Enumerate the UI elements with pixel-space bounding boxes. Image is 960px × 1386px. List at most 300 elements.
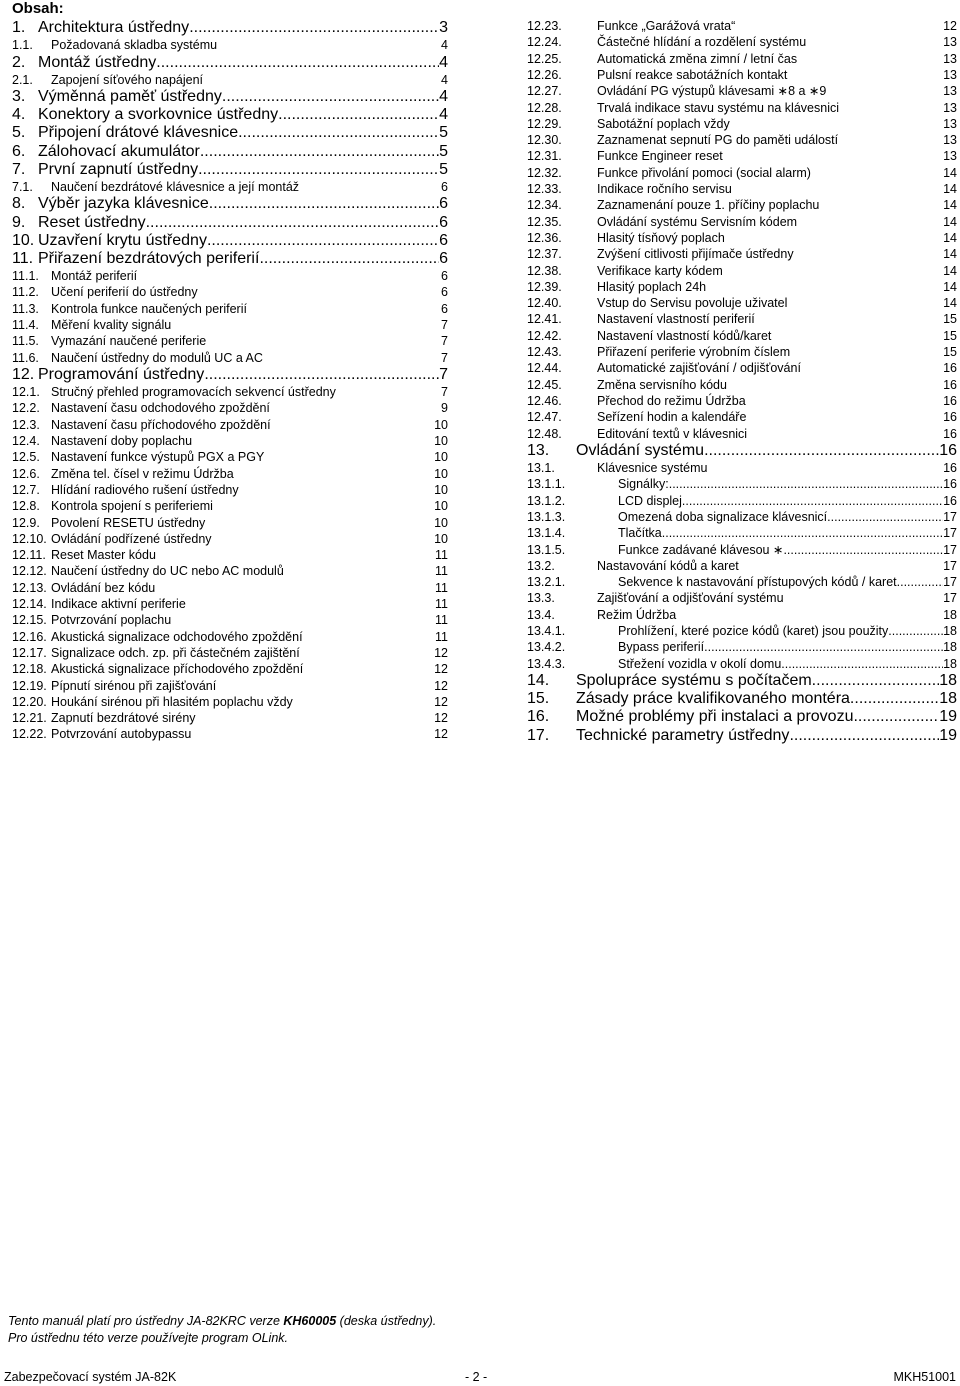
toc-entry[interactable] — [12, 433, 448, 449]
toc-entry-title: Funkce přivolání pomoci (social alarm) — [597, 165, 811, 180]
toc-entry-page: 10 — [434, 434, 448, 448]
toc-entry-number: 12. — [12, 365, 35, 383]
toc-entry-number: 8. — [12, 195, 26, 213]
toc-entry[interactable] — [12, 612, 448, 628]
toc-entry-page: 6 — [441, 180, 448, 194]
toc-entry[interactable] — [12, 466, 448, 482]
toc-entry[interactable] — [12, 366, 448, 384]
toc-entry-number: 9. — [12, 213, 26, 231]
toc-entry[interactable] — [12, 268, 448, 284]
toc-entry[interactable] — [527, 574, 957, 590]
toc-entry-number: 12.9. — [12, 515, 40, 530]
toc-entry-page: 16 — [943, 410, 957, 425]
footer-right: MKH51001 — [893, 1370, 956, 1384]
toc-entry[interactable] — [12, 54, 448, 72]
toc-entry-number: 12.25. — [527, 51, 562, 66]
toc-entry[interactable] — [527, 311, 957, 327]
toc-entry-title: LCD displej — [618, 493, 682, 508]
toc-entry-number: 12.6. — [12, 466, 40, 481]
toc-entry-title: Trvalá indikace stavu systému na klávesnici — [597, 100, 839, 115]
toc-entry-leader — [682, 493, 943, 509]
toc-entry[interactable] — [527, 83, 957, 99]
toc-entry-title: Ovládání podřízené ústředny — [51, 531, 212, 546]
toc-entry[interactable] — [527, 360, 957, 376]
toc-entry[interactable] — [527, 708, 957, 726]
toc-entry-leader — [897, 574, 943, 590]
toc-entry-page: 16 — [943, 393, 957, 408]
toc-entry-number: 11.5. — [12, 334, 39, 349]
toc-entry-page: 12 — [434, 711, 448, 726]
toc-entry[interactable] — [12, 482, 448, 498]
toc-entry-title: Zapojení síťového napájení — [51, 72, 204, 87]
toc-entry-number: 2. — [12, 53, 26, 71]
toc-entry[interactable] — [527, 148, 957, 164]
toc-entry-number: 5. — [12, 124, 26, 142]
toc-entry[interactable] — [12, 563, 448, 579]
toc-entry-page: 10 — [434, 482, 448, 497]
toc-entry[interactable] — [527, 132, 957, 148]
toc-entry-number: 12.27. — [527, 84, 562, 99]
toc-entry-number: 12.28. — [527, 100, 562, 115]
toc-entry-number: 12.36. — [527, 230, 562, 245]
toc-entry-number: 12.19. — [12, 678, 47, 693]
toc-entry[interactable] — [527, 328, 957, 344]
toc-entry[interactable] — [12, 317, 448, 333]
toc-entry-page: 17 — [943, 575, 957, 590]
toc-entry[interactable] — [527, 623, 957, 639]
toc-entry[interactable] — [527, 295, 957, 311]
toc-entry-title: Reset Master kódu — [51, 548, 156, 563]
toc-entry-page: 12 — [434, 694, 448, 709]
toc-entry-page: 6 — [441, 285, 448, 300]
toc-entry[interactable] — [527, 51, 957, 67]
toc-entry-title: Nastavení času odchodového zpoždění — [51, 401, 270, 416]
toc-entry-title: Programování ústředny — [38, 365, 205, 383]
toc-entry[interactable] — [12, 88, 448, 106]
toc-entry-page: 11 — [435, 548, 448, 563]
toc-entry[interactable] — [12, 333, 448, 349]
toc-entry-page: 12 — [434, 662, 448, 677]
footer-left: Zabezpečovací systém JA-82K — [4, 1370, 177, 1384]
toc-entry[interactable] — [12, 284, 448, 300]
toc-entry-page: 16 — [943, 361, 957, 376]
toc-entry-page: 10 — [434, 515, 448, 530]
toc-entry-number: 11. — [12, 249, 34, 267]
toc-entry-page: 7 — [441, 350, 448, 365]
toc-entry-title: Stručný přehled programovacích sekvencí ústředny — [51, 385, 336, 400]
toc-entry-number: 12.4. — [12, 434, 40, 448]
toc-entry-page: 15 — [943, 345, 957, 359]
toc-entry-page: 11 — [435, 629, 448, 644]
toc-entry[interactable] — [12, 645, 448, 661]
toc-entry[interactable] — [527, 442, 957, 460]
toc-entry-page: 6 — [439, 231, 448, 249]
toc-heading: Obsah: — [12, 0, 64, 17]
toc-entry-number: 12.10. — [12, 531, 47, 546]
toc-entry-number: 11.1. — [12, 269, 39, 284]
toc-entry-number: 12.48. — [527, 426, 562, 441]
toc-entry-page: 18 — [943, 656, 957, 671]
toc-entry[interactable] — [12, 678, 448, 694]
toc-entry-title: Nastavení vlastností periferií — [597, 312, 755, 327]
toc-entry-title: Konektory a svorkovnice ústředny — [38, 106, 279, 124]
toc-entry-page: 16 — [943, 477, 957, 492]
toc-entry[interactable] — [527, 509, 957, 525]
toc-entry-number: 13.2.1. — [527, 575, 566, 590]
toc-entry-number: 12.1. — [12, 385, 40, 400]
toc-entry-title: Hlasitý poplach 24h — [597, 279, 707, 294]
toc-entry-title: Zapnutí bezdrátové sirény — [51, 711, 196, 726]
toc-entry-title: Montáž periferií — [51, 269, 138, 284]
toc-entry-title: Přiřazení bezdrátových periferií — [38, 249, 260, 267]
toc-entry-title: Hlasitý tísňový poplach — [597, 230, 725, 245]
toc-entry[interactable] — [527, 214, 957, 230]
toc-entry[interactable] — [12, 214, 448, 232]
toc-entry-title: Povolení RESETU ústředny — [51, 515, 206, 530]
toc-entry[interactable] — [527, 165, 957, 181]
toc-entry-title: Reset ústředny — [38, 213, 146, 231]
toc-entry-page: 18 — [939, 671, 957, 689]
toc-entry[interactable] — [12, 629, 448, 645]
toc-entry-title: Architektura ústředny — [38, 19, 190, 36]
toc-entry-page: 13 — [943, 84, 957, 99]
toc-entry[interactable] — [12, 726, 448, 742]
toc-entry-number: 7.1. — [12, 180, 33, 194]
toc-entry-title: Zálohovací akumulátor — [38, 142, 200, 160]
toc-entry[interactable] — [12, 515, 448, 531]
toc-entry[interactable] — [12, 694, 448, 710]
toc-entry[interactable] — [12, 301, 448, 317]
toc-entry[interactable] — [527, 493, 957, 509]
toc-entry-page: 11 — [435, 580, 448, 595]
toc-entry-title: Ovládání systému — [576, 441, 705, 459]
toc-entry-title: Potvrzování poplachu — [51, 613, 172, 628]
toc-entry-page: 18 — [943, 624, 957, 638]
toc-entry[interactable] — [527, 639, 957, 655]
toc-entry-number: 12.43. — [527, 345, 562, 359]
toc-entry-number: 12.34. — [527, 198, 562, 213]
toc-entry-page: 6 — [439, 213, 448, 231]
toc-entry-page: 17 — [943, 526, 957, 541]
toc-entry[interactable] — [527, 100, 957, 116]
toc-entry-page: 5 — [439, 142, 448, 160]
toc-entry-number: 13.4.2. — [527, 640, 566, 655]
toc-entry-title: Měření kvality signálu — [51, 318, 172, 332]
toc-entry-page: 12 — [434, 678, 448, 693]
toc-entry-title: Zaznamenat sepnutí PG do paměti událostí — [597, 133, 839, 148]
toc-entry-leader — [888, 623, 943, 639]
toc-entry-title: Zvýšení citlivosti přijímače ústředny — [597, 247, 794, 262]
toc-entry[interactable] — [527, 558, 957, 574]
toc-entry[interactable] — [12, 232, 448, 250]
toc-entry[interactable] — [527, 690, 957, 708]
toc-entry-title: Pulsní reakce sabotážních kontakt — [597, 67, 788, 82]
toc-entry-page: 12 — [434, 727, 448, 742]
toc-entry[interactable] — [12, 106, 448, 124]
toc-entry-number: 12.32. — [527, 165, 562, 180]
toc-entry-number: 13.1.3. — [527, 509, 566, 524]
toc-entry-title: Vstup do Servisu povoluje uživatel — [597, 296, 788, 311]
toc-entry-number: 12.41. — [527, 312, 562, 327]
toc-entry-number: 12.46. — [527, 393, 562, 408]
toc-entry-number: 7. — [12, 160, 26, 178]
toc-entry[interactable] — [12, 250, 448, 268]
toc-entry-leader — [662, 525, 943, 541]
toc-entry-number: 16. — [527, 708, 550, 726]
toc-entry-title: Přechod do režimu Údržba — [597, 393, 746, 408]
toc-entry-title: Vymazání naučené periferie — [51, 334, 207, 349]
toc-entry-title: Částečné hlídání a rozdělení systému — [597, 35, 807, 50]
toc-entry-number: 12.24. — [527, 35, 562, 50]
toc-entry[interactable] — [12, 531, 448, 547]
toc-entry[interactable] — [12, 400, 448, 416]
version-note-line2: Pro ústřednu této verze používejte program OLink. — [8, 1331, 289, 1345]
toc-entry-leader — [189, 19, 439, 37]
toc-entry-leader — [781, 656, 943, 672]
toc-entry-title: Funkce zadávané klávesou ∗ — [618, 542, 784, 557]
toc-entry-number: 12.29. — [527, 116, 562, 131]
toc-entry[interactable] — [12, 384, 448, 400]
toc-entry[interactable] — [12, 72, 448, 88]
toc-entry-number: 12.31. — [527, 149, 562, 164]
toc-entry[interactable] — [12, 580, 448, 596]
toc-entry-page: 10 — [434, 450, 448, 465]
toc-entry-title: Funkce Engineer reset — [597, 149, 723, 164]
toc-entry-page: 17 — [943, 509, 957, 524]
toc-entry-title: Nastavení doby poplachu — [51, 434, 193, 448]
toc-entry-number: 12.22. — [12, 727, 47, 742]
toc-entry-title: Požadovaná skladba systému — [51, 38, 218, 53]
toc-entry[interactable] — [12, 179, 448, 195]
toc-entry-number: 11.2. — [12, 285, 39, 300]
toc-entry[interactable] — [12, 596, 448, 612]
toc-entry-page: 18 — [943, 607, 957, 622]
toc-entry-title: Nastavení vlastností kódů/karet — [597, 328, 772, 343]
toc-entry[interactable] — [12, 547, 448, 563]
toc-entry-leader — [783, 542, 943, 558]
toc-entry[interactable] — [527, 263, 957, 279]
toc-entry[interactable] — [527, 67, 957, 83]
toc-entry-page: 12 — [434, 645, 448, 660]
toc-entry-page: 14 — [943, 198, 957, 213]
toc-entry-page: 19 — [939, 708, 957, 726]
toc-entry-number: 12.39. — [527, 279, 562, 294]
toc-entry-page: 13 — [943, 35, 957, 50]
toc-entry-title: Potvrzování autobypassu — [51, 727, 192, 742]
toc-entry-page: 15 — [943, 312, 957, 327]
toc-entry[interactable] — [527, 476, 957, 492]
toc-entry-number: 17. — [527, 726, 550, 744]
toc-entry[interactable] — [12, 661, 448, 677]
toc-entry-page: 16 — [943, 461, 957, 475]
toc-entry-number: 12.40. — [527, 296, 562, 311]
toc-entry-leader — [238, 124, 439, 142]
toc-entry[interactable] — [12, 37, 448, 53]
toc-entry[interactable] — [527, 656, 957, 672]
toc-entry-page: 10 — [434, 417, 448, 432]
toc-entry[interactable] — [527, 116, 957, 132]
toc-entry-page: 12 — [943, 19, 957, 33]
toc-entry[interactable] — [527, 590, 957, 606]
toc-entry[interactable] — [527, 542, 957, 558]
toc-entry-number: 3. — [12, 88, 26, 105]
toc-entry[interactable] — [12, 417, 448, 433]
toc-entry-title: Ovládání PG výstupů klávesami ∗8 a ∗9 — [597, 84, 827, 99]
toc-entry-page: 10 — [434, 531, 448, 546]
toc-entry-page: 5 — [439, 160, 448, 178]
toc-entry-page: 13 — [943, 133, 957, 148]
toc-entry-page: 17 — [943, 591, 957, 606]
toc-entry-number: 12.26. — [527, 67, 562, 82]
toc-entry[interactable] — [527, 607, 957, 623]
toc-entry-page: 6 — [441, 301, 448, 316]
toc-entry[interactable] — [527, 460, 957, 476]
toc-entry-title: Automatické zajišťování / odjišťování — [597, 361, 801, 376]
toc-entry[interactable] — [12, 498, 448, 514]
toc-entry[interactable] — [527, 393, 957, 409]
toc-entry[interactable] — [12, 710, 448, 726]
toc-entry-number: 12.5. — [12, 450, 40, 465]
toc-entry-number: 12.18. — [12, 662, 47, 677]
toc-entry-page: 4 — [441, 72, 448, 87]
toc-entry[interactable] — [527, 426, 957, 442]
toc-entry-number: 11.6. — [12, 350, 39, 365]
toc-entry-title: Funkce „Garážová vrata“ — [597, 19, 736, 33]
toc-entry-title: Signálky: — [618, 477, 669, 492]
toc-entry[interactable] — [527, 197, 957, 213]
toc-entry-number: 13.1.4. — [527, 526, 566, 541]
toc-entry[interactable] — [527, 230, 957, 246]
toc-entry-leader — [146, 214, 439, 232]
toc-entry[interactable] — [527, 525, 957, 541]
toc-entry[interactable] — [527, 181, 957, 197]
toc-entry-number: 13.2. — [527, 558, 555, 573]
toc-entry-number: 12.8. — [12, 499, 40, 514]
toc-entry-page: 14 — [943, 263, 957, 278]
toc-entry-page: 14 — [943, 165, 957, 180]
toc-entry-title: Montáž ústředny — [38, 53, 157, 71]
toc-entry-page: 14 — [943, 182, 957, 196]
toc-entry-leader — [853, 708, 939, 726]
toc-entry[interactable] — [527, 246, 957, 262]
toc-entry-number: 13.1. — [527, 461, 555, 475]
toc-entry-page: 6 — [441, 269, 448, 284]
toc-entry-leader — [704, 639, 943, 655]
toc-entry-number: 12.2. — [12, 401, 40, 416]
toc-entry-number: 12.30. — [527, 133, 562, 148]
toc-entry-page: 6 — [439, 195, 448, 213]
toc-entry-number: 13.4.3. — [527, 656, 566, 671]
toc-entry-number: 12.17. — [12, 645, 47, 660]
toc-entry-title: Signalizace odch. zp. při částečném zajištění — [51, 645, 300, 660]
toc-entry[interactable] — [527, 672, 957, 690]
toc-entry-title: Seřízení hodin a kalendáře — [597, 410, 747, 425]
toc-entry-page: 11 — [435, 597, 448, 611]
toc-entry[interactable] — [12, 350, 448, 366]
toc-entry-number: 14. — [527, 671, 550, 689]
toc-entry-page: 5 — [439, 124, 448, 142]
toc-entry-title: Naučení ústředny do UC nebo AC modulů — [51, 564, 284, 579]
toc-entry-page: 13 — [943, 51, 957, 66]
toc-entry-title: Změna tel. čísel v režimu Údržba — [51, 466, 234, 481]
toc-entry[interactable] — [527, 34, 957, 50]
toc-entry-title: Připojení drátové klávesnice — [38, 124, 239, 142]
toc-entry[interactable] — [12, 143, 448, 161]
toc-entry[interactable] — [527, 279, 957, 295]
toc-entry-leader — [812, 672, 940, 690]
toc-entry-number: 2.1. — [12, 72, 33, 87]
toc-entry-number: 13. — [527, 441, 550, 459]
toc-entry-page: 16 — [943, 493, 957, 508]
toc-entry-page: 18 — [939, 690, 957, 708]
toc-entry-leader — [209, 195, 439, 213]
toc-entry-title: Pípnutí sirénou při zajišťování — [51, 678, 217, 693]
toc-entry[interactable] — [12, 195, 448, 213]
toc-entry-page: 4 — [441, 38, 448, 53]
toc-entry-leader — [200, 143, 439, 161]
toc-entry-title: Naučení bezdrátové klávesnice a její montáž — [51, 180, 300, 194]
toc-entry-page: 13 — [943, 116, 957, 131]
toc-entry-title: Klávesnice systému — [597, 461, 708, 475]
toc-entry-title: První zapnutí ústředny — [38, 160, 199, 178]
toc-entry-page: 7 — [441, 318, 448, 332]
toc-entry-title: Akustická signalizace příchodového zpoždění — [51, 662, 304, 677]
toc-entry-page: 13 — [943, 100, 957, 115]
toc-entry-title: Verifikace karty kódem — [597, 263, 723, 278]
toc-entry[interactable] — [527, 344, 957, 360]
toc-entry[interactable] — [527, 18, 957, 34]
toc-entry[interactable] — [12, 124, 448, 142]
toc-entry[interactable] — [12, 449, 448, 465]
toc-entry-page: 17 — [943, 542, 957, 557]
toc-entry-title: Editování textů v klávesnici — [597, 426, 748, 441]
toc-entry-title: Indikace ročního servisu — [597, 182, 732, 196]
toc-entry-page: 4 — [439, 106, 448, 124]
toc-entry-number: 12.47. — [527, 410, 562, 425]
toc-entry-number: 13.1.2. — [527, 493, 566, 508]
toc-entry-title: Přiřazení periferie výrobním číslem — [597, 345, 791, 359]
toc-entry-leader — [198, 161, 439, 179]
toc-entry-leader — [204, 366, 439, 384]
toc-entry-number: 4. — [12, 106, 26, 124]
toc-entry-number: 12.44. — [527, 361, 562, 376]
toc-entry-page: 14 — [943, 214, 957, 229]
toc-entry-leader — [827, 509, 943, 525]
toc-entry-number: 6. — [12, 142, 26, 160]
toc-entry-page: 7 — [439, 365, 448, 383]
toc-entry-page: 14 — [943, 247, 957, 262]
toc-entry-title: Spolupráce systému s počítačem — [576, 671, 812, 689]
toc-entry-leader — [704, 442, 939, 460]
toc-entry-page: 17 — [943, 558, 957, 573]
toc-entry-title: Kontrola spojení s periferiemi — [51, 499, 213, 514]
toc-entry-page: 4 — [439, 53, 448, 71]
toc-entry-number: 12.42. — [527, 328, 562, 343]
toc-entry[interactable] — [12, 19, 448, 37]
toc-entry[interactable] — [527, 727, 957, 745]
toc-entry-number: 13.4. — [527, 607, 555, 622]
toc-entry-leader — [278, 106, 439, 124]
toc-entry-title: Zajišťování a odjišťování systému — [597, 591, 784, 606]
toc-entry-number: 12.12. — [12, 564, 47, 579]
toc-entry[interactable] — [527, 409, 957, 425]
page-number: - 2 - — [465, 1370, 488, 1384]
toc-entry-number: 13.4.1. — [527, 624, 566, 638]
toc-entry-title: Výměnná paměť ústředny — [38, 88, 222, 105]
toc-entry[interactable] — [12, 161, 448, 179]
toc-entry-page: 18 — [943, 640, 957, 655]
toc-entry[interactable] — [527, 377, 957, 393]
